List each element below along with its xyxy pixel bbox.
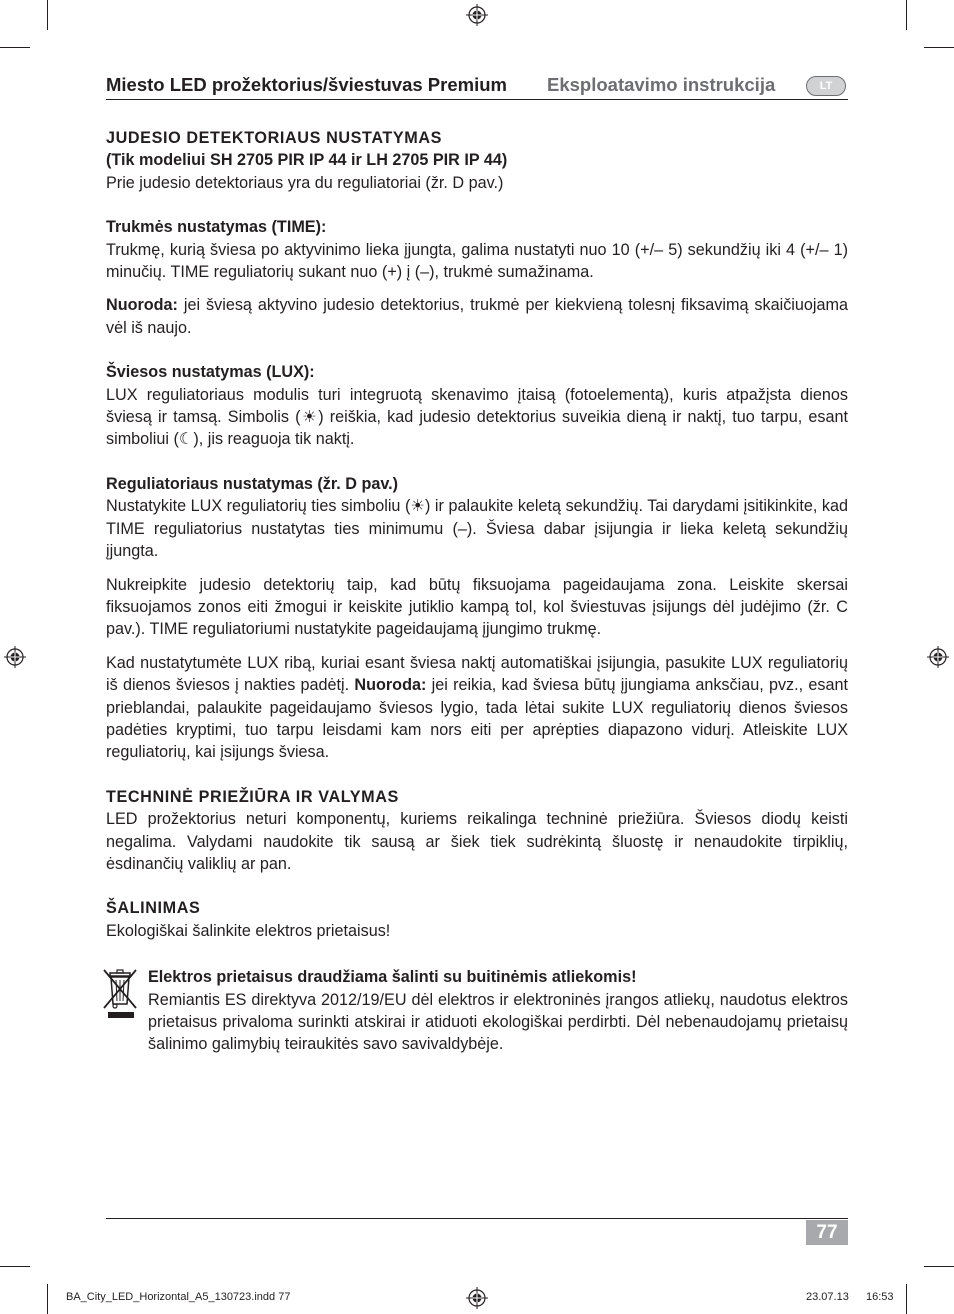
weee-text-block — [148, 966, 848, 1056]
weee-text: Remiantis ES direktyva 2012/19/EU dėl elektros ir elektroninės įrangos atliekų, naudotus elektros prietaisus privaloma surinkti atskirai ir atiduoti ekologiškai perdirbti. Dėl nebenaudojamų prietaisų šalinimo galimybių teiraukitės savo savivaldybėje. — [148, 990, 848, 1054]
regulator-paragraph-1: Nustatykite LUX reguliatorių ties simboliu (☀) ir palaukite keletą sekundžių. Tai darydami įsitikinkite, kad TIME reguliatorius nustatytas ties minimumu (–). Šviesa dabar įsijungia ir lieka keletą sekundžių įjungta. — [106, 497, 848, 561]
document-subtitle: Eksploatavimo instrukcija — [547, 74, 776, 95]
crop-mark — [906, 1284, 907, 1314]
note-text: jei šviesą aktyvino judesio detektorius, trukmė per kiekvieną tolesnį fiksavimą skaičiuojama vėl iš naujo. — [106, 296, 848, 337]
regulator-paragraph-3 — [106, 652, 848, 764]
lux-text: LUX reguliatoriaus modulis turi integruotą skenavimo įtaisą (fotoelementą), kuris atpažįsta dienos šviesą ir tamsą. Simbolis (☀) reiškia, kad judesio detektorius suveikia dieną ir naktį, tuo tarpu, esant simboliui (☾), jis reaguoja tik naktį. — [106, 385, 848, 449]
registration-mark-icon — [4, 646, 26, 668]
note-label: Nuoroda: — [354, 676, 427, 695]
weee-notice — [106, 966, 848, 1056]
registration-mark-icon — [466, 4, 488, 26]
section-subheading-models: (Tik modeliui SH 2705 PIR IP 44 ir LH 2705 PIR IP 44) — [106, 151, 508, 170]
header-divider — [106, 99, 848, 100]
crop-mark — [0, 1266, 30, 1267]
paragraph-text: Kad nustatytumėte LUX ribą, kuriai esant šviesa naktį automatiškai įsijungia, pasukite LUX reguliatorių iš dienos šviesos į nakties padėtį. — [106, 653, 848, 695]
maintenance-text: LED prožektorius neturi komponentų, kuriems reikalinga techninė priežiūra. Šviesos diodų keisti negalima. Valydami naudokite tik sausą ar šiek tiek sudrėkintą šluostę ir nenaudokite tirpiklių, ėsdinančių valiklių ar pan. — [106, 810, 848, 873]
crop-mark — [0, 47, 30, 48]
paragraph-text: jei reikia, kad šviesa būtų įjungiama anksčiau, pvz., esant prieblandai, palaukite pageidaujamo šviesos lygio, tada lėtai sukite LUX reguliatorių dienos šviesos padėties kryptimi, tuo tarpu leisdami kam nors eiti per aprėpties diapazono vidurį. Atleiskite LUX reguliatorių, kai įsijungs šviesa. — [106, 676, 849, 762]
time-text: Trukmę, kurią šviesa po aktyvinimo lieka įjungta, galima nustatyti nuo 10 (+/– 5) sekundžių iki 4 (+/– 1) minučių. TIME reguliatorių sukant nuo (+) į (–), trukmė sumažinama. — [106, 240, 848, 282]
motion-intro: Prie judesio detektoriaus yra du reguliatoriai (žr. D pav.) — [106, 173, 504, 192]
registration-mark-icon — [927, 646, 949, 668]
section-heading-time: Trukmės nustatymas (TIME): — [106, 218, 327, 237]
crop-mark — [906, 0, 907, 30]
weee-heading: Elektros prietaisus draudžiama šalinti su buitinėmis atliekomis! — [148, 968, 637, 987]
section-heading-disposal: ŠALINIMAS — [106, 899, 201, 918]
slug-date: 23.07.13 — [806, 1291, 849, 1303]
regulator-paragraph-2: Nukreipkite judesio detektorių taip, kad būtų fiksuojama pageidaujama zona. Leiskite skersai fiksuojamos zonos eiti žmogui ir keiskite jutiklio kampą tol, kol šviestuvas įsijungs dėl judėjimo (žr. C pav.). TIME reguliatoriumi nustatykite pageidaujamą įjungimo trukmę. — [106, 575, 848, 639]
note-label: Nuoroda: — [106, 296, 178, 315]
crop-mark — [924, 1266, 954, 1267]
slug-time: 16:53 — [866, 1291, 894, 1303]
section-heading-motion: JUDESIO DETEKTORIAUS NUSTATYMAS — [106, 129, 443, 147]
document-title: Miesto LED prožektorius/šviestuvas Premium — [106, 74, 507, 95]
crossed-out-bin-icon — [100, 968, 142, 1020]
section-heading-regulator: Reguliatoriaus nustatymas (žr. D pav.) — [106, 474, 399, 493]
page-number: 77 — [806, 1220, 848, 1245]
registration-mark-icon — [466, 1287, 488, 1309]
section-heading-maintenance: TECHNINĖ PRIEŽIŪRA IR VALYMAS — [106, 787, 399, 806]
file-slug: BA_City_LED_Horizontal_A5_130723.indd 77 — [66, 1291, 291, 1303]
disposal-text: Ekologiškai šalinkite elektros prietaisus! — [106, 921, 391, 940]
footer-divider — [106, 1218, 848, 1219]
time-note — [106, 294, 848, 339]
crop-mark — [47, 1284, 48, 1314]
section-heading-lux: Šviesos nustatymas (LUX): — [106, 363, 315, 382]
crop-mark — [924, 47, 954, 48]
crop-mark — [47, 0, 48, 30]
page-content — [106, 127, 848, 1056]
language-badge: LT — [806, 76, 846, 96]
